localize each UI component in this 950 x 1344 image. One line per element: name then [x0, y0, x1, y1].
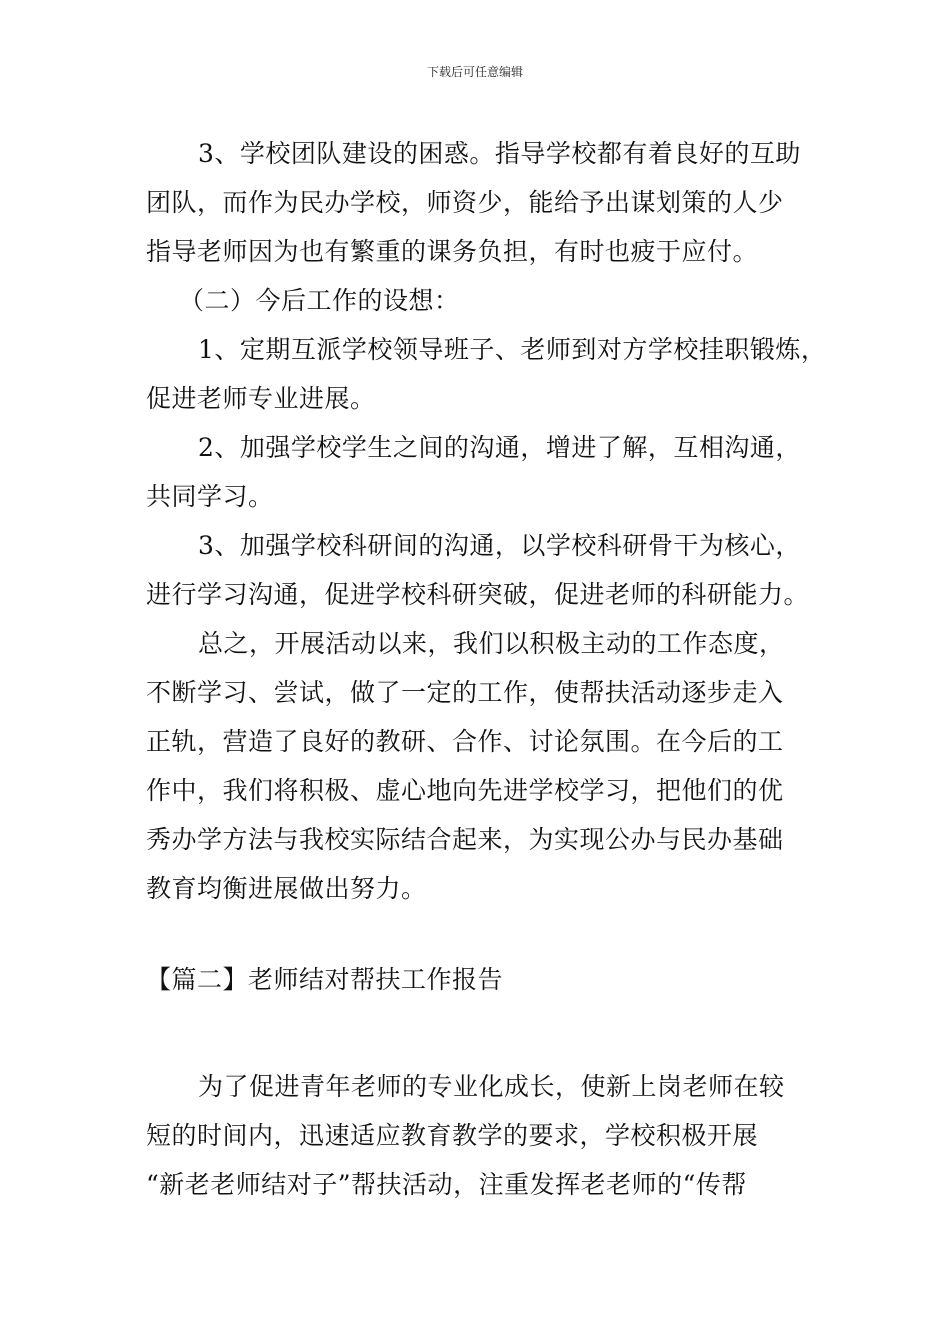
- paragraph-summary: [146, 619, 812, 913]
- paragraph-plan-1: [146, 325, 827, 423]
- text-line: 作中，我们将积极、虚心地向先进学校学习，把他们的优: [146, 776, 784, 805]
- text-line: 秀办学方法与我校实际结合起来，为实现公办与民办基础: [146, 825, 784, 854]
- text-line: 进行学习沟通，促进学校科研突破，促进老师的科研能力。: [146, 580, 810, 609]
- paragraph-plan-3: [146, 521, 812, 619]
- text-line: 指导老师因为也有繁重的课务负担，有时也疲于应付。: [146, 237, 759, 266]
- document-body: [146, 129, 827, 1209]
- text-line: 2、加强学校学生之间的沟通，增进了解，互相沟通，: [198, 433, 801, 462]
- text-line: 教育均衡进展做出努力。: [146, 874, 427, 903]
- text-line: 3、加强学校科研间的沟通，以学校科研骨干为核心，: [198, 531, 801, 560]
- text-line: 总之，开展活动以来，我们以积极主动的工作态度，: [198, 629, 785, 658]
- paragraph-plan-2: [146, 423, 812, 521]
- text-line: 1、定期互派学校领导班子、老师到对方学校挂职锻炼，: [198, 335, 827, 364]
- page-header: 下载后可任意编辑: [426, 65, 523, 79]
- paragraph-team-difficulty: [146, 129, 812, 276]
- section-title: 【篇二】老师结对帮扶工作报告: [146, 965, 504, 994]
- subheading-future-plans: （二）今后工作的设想：: [179, 286, 460, 315]
- text-line: 不断学习、尝试，做了一定的工作，使帮扶活动逐步走入: [146, 678, 784, 707]
- text-line: 团队，而作为民办学校，师资少，能给予出谋划策的人少: [146, 188, 784, 217]
- text-line: “新老老师结对子”帮扶活动，注重发挥老老师的“传帮: [146, 1170, 747, 1199]
- text-line: 共同学习。: [146, 482, 274, 511]
- text-line: 3、学校团队建设的困惑。指导学校都有着良好的互助: [198, 139, 801, 168]
- text-line: 为了促进青年老师的专业化成长，使新上岗老师在较: [198, 1072, 785, 1101]
- text-line: 促进老师专业进展。: [146, 384, 376, 413]
- text-line: 短的时间内，迅速适应教育教学的要求，学校积极开展: [146, 1121, 759, 1150]
- paragraph-intro: [146, 1062, 812, 1209]
- text-line: 正轨，营造了良好的教研、合作、讨论氛围。在今后的工: [146, 727, 784, 756]
